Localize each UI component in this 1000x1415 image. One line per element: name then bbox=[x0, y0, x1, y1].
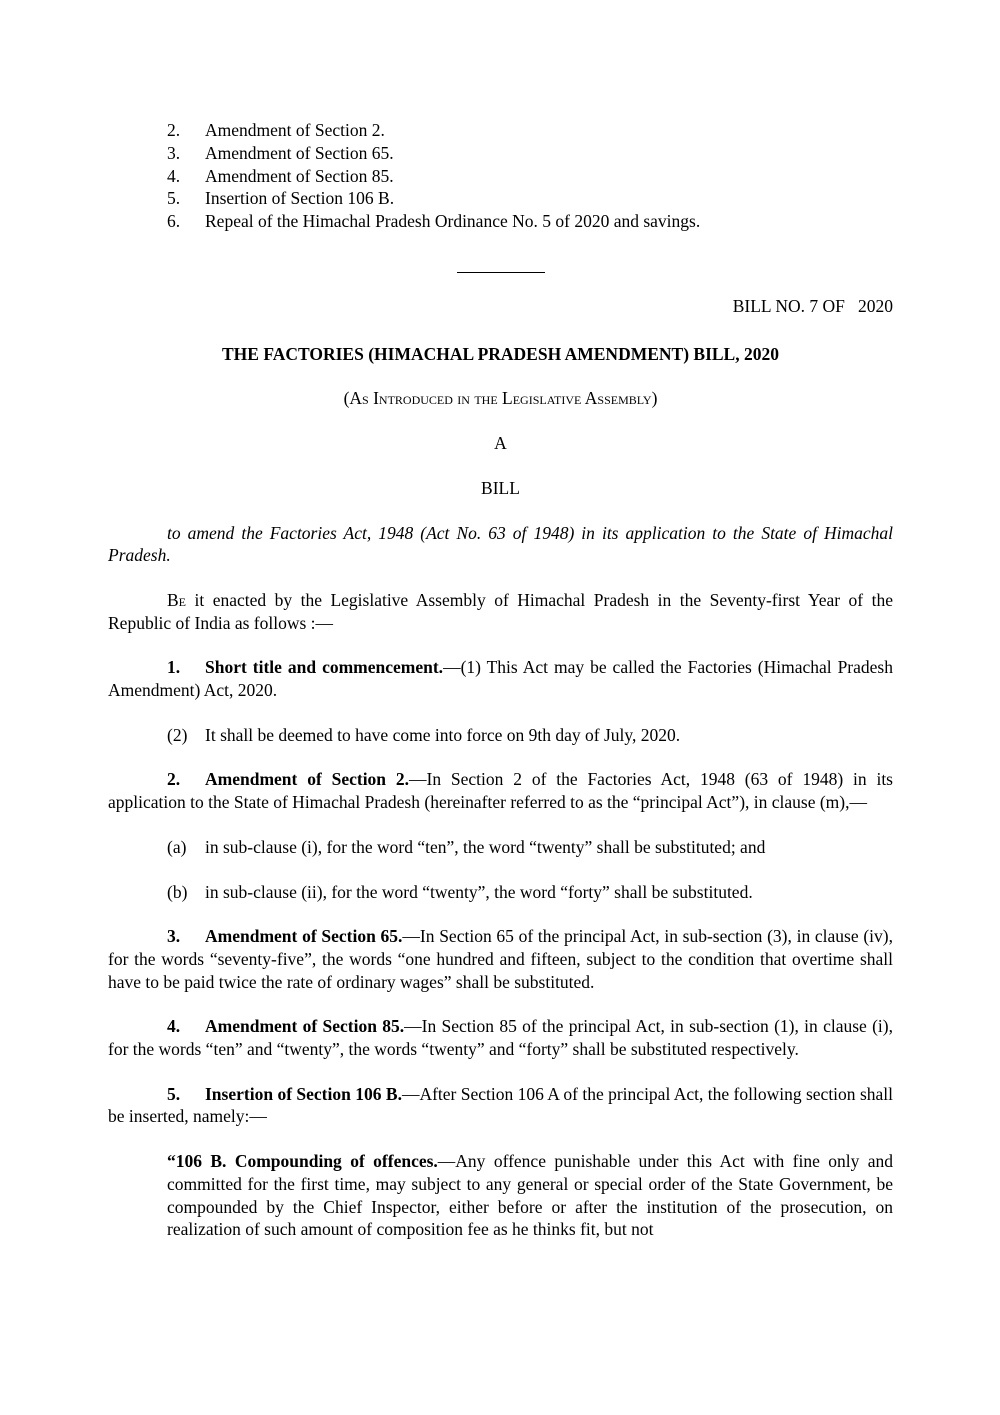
inserted-section-heading: “106 B. Compounding of offences. bbox=[167, 1151, 438, 1172]
section-5 bbox=[108, 1083, 893, 1128]
section-heading: Amendment of Section 85. bbox=[205, 1016, 405, 1037]
article-a: A bbox=[494, 433, 507, 454]
toc-text: Amendment of Section 65. bbox=[205, 142, 394, 163]
section-divider bbox=[457, 272, 545, 273]
enacting-clause bbox=[108, 589, 893, 634]
section-heading: Amendment of Section 65. bbox=[205, 926, 403, 947]
subsection-number: (2) bbox=[167, 724, 188, 745]
bill-number: BILL NO. 7 OF 2020 bbox=[732, 295, 893, 316]
section-text: —In Section 2 of the Factories Act, 1948 (63 of 1948) in its application to the State of Himachal Pradesh (hereinafter referred to as the “principal Act”), in clause (m),— bbox=[108, 769, 893, 813]
toc-number: 2. bbox=[167, 120, 181, 140]
clause-number: (a) bbox=[167, 836, 187, 857]
clause-number: (b) bbox=[167, 881, 188, 902]
section-heading: Amendment of Section 2. bbox=[205, 769, 409, 790]
section-2-clause-a bbox=[108, 836, 893, 859]
bill-heading: BILL bbox=[481, 477, 520, 498]
toc-item-4 bbox=[108, 165, 893, 188]
toc-item-6 bbox=[108, 210, 893, 233]
inserted-section-text: —Any offence punishable under this Act with fine only and committed for the first time, may subject to any general or special order of the State Government, be compounded by the Chief Inspector, either before or after the institution of the prosecution, on realization of such amount of composition fee as he thinks fit, but not bbox=[167, 1151, 893, 1240]
toc-number: 6. bbox=[167, 211, 181, 232]
toc-text: Repeal of the Himachal Pradesh Ordinance No. 5 of 2020 and savings. bbox=[205, 211, 701, 232]
section-text: —After Section 106 A of the principal Act, the following section shall be inserted, namely:— bbox=[108, 1083, 893, 1127]
bill-subtitle: (As Introduced in the Legislative Assembly) bbox=[343, 388, 658, 409]
section-number: 4. bbox=[167, 1016, 181, 1037]
clause-text: in sub-clause (i), for the word “ten”, the word “twenty” shall be substituted; and bbox=[205, 836, 766, 857]
enacting-first-word: Be bbox=[167, 589, 187, 610]
section-4 bbox=[108, 1015, 893, 1060]
bill-title: THE FACTORIES (HIMACHAL PRADESH AMENDMENT) BILL, 2020 bbox=[222, 343, 779, 364]
inserted-section-106b bbox=[167, 1150, 893, 1241]
toc-text: Amendment of Section 85. bbox=[205, 165, 394, 186]
section-2 bbox=[108, 768, 893, 813]
section-1 bbox=[108, 656, 893, 701]
table-of-contents bbox=[108, 119, 893, 233]
section-number: 2. bbox=[167, 769, 181, 790]
section-1-subsection-2 bbox=[108, 724, 893, 747]
section-3 bbox=[108, 925, 893, 993]
toc-text: Amendment of Section 2. bbox=[205, 120, 385, 140]
section-text: —(1) This Act may be called the Factories (Himachal Pradesh Amendment) Act, 2020. bbox=[108, 657, 893, 701]
toc-text: Insertion of Section 106 B. bbox=[205, 188, 395, 209]
subsection-text: It shall be deemed to have come into force on 9th day of July, 2020. bbox=[205, 724, 681, 745]
toc-item-2 bbox=[108, 119, 893, 142]
enacting-text: it enacted by the Legislative Assembly of Himachal Pradesh in the Seventy-first Year of the Republic of India as follows :— bbox=[108, 589, 893, 633]
section-number: 5. bbox=[167, 1083, 181, 1104]
toc-item-3 bbox=[108, 142, 893, 165]
document-page bbox=[108, 119, 893, 1241]
section-text: —In Section 85 of the principal Act, in sub-section (1), in clause (i), for the words “ten” and “twenty”, the words “twenty” and “forty” shall be substituted respectively. bbox=[108, 1016, 893, 1060]
section-heading: Insertion of Section 106 B. bbox=[205, 1083, 402, 1104]
toc-number: 4. bbox=[167, 165, 181, 186]
long-title: to amend the Factories Act, 1948 (Act No. 63 of 1948) in its application to the State of Himachal Pradesh. bbox=[108, 522, 893, 566]
section-heading: Short title and commencement. bbox=[205, 657, 444, 678]
clause-text: in sub-clause (ii), for the word “twenty”, the word “forty” shall be substituted. bbox=[205, 881, 753, 902]
section-number: 1. bbox=[167, 657, 181, 678]
section-number: 3. bbox=[167, 926, 181, 947]
toc-number: 5. bbox=[167, 188, 181, 209]
section-2-clause-b bbox=[108, 881, 893, 904]
section-text: —In Section 65 of the principal Act, in sub-section (3), in clause (iv), for the words “seventy-five”, the words “one hundred and fifteen, subject to the condition that overtime shall have to be paid twice the rate of ordinary wages” shall be substituted. bbox=[108, 926, 893, 992]
toc-item-5 bbox=[108, 187, 893, 210]
toc-number: 3. bbox=[167, 142, 181, 163]
